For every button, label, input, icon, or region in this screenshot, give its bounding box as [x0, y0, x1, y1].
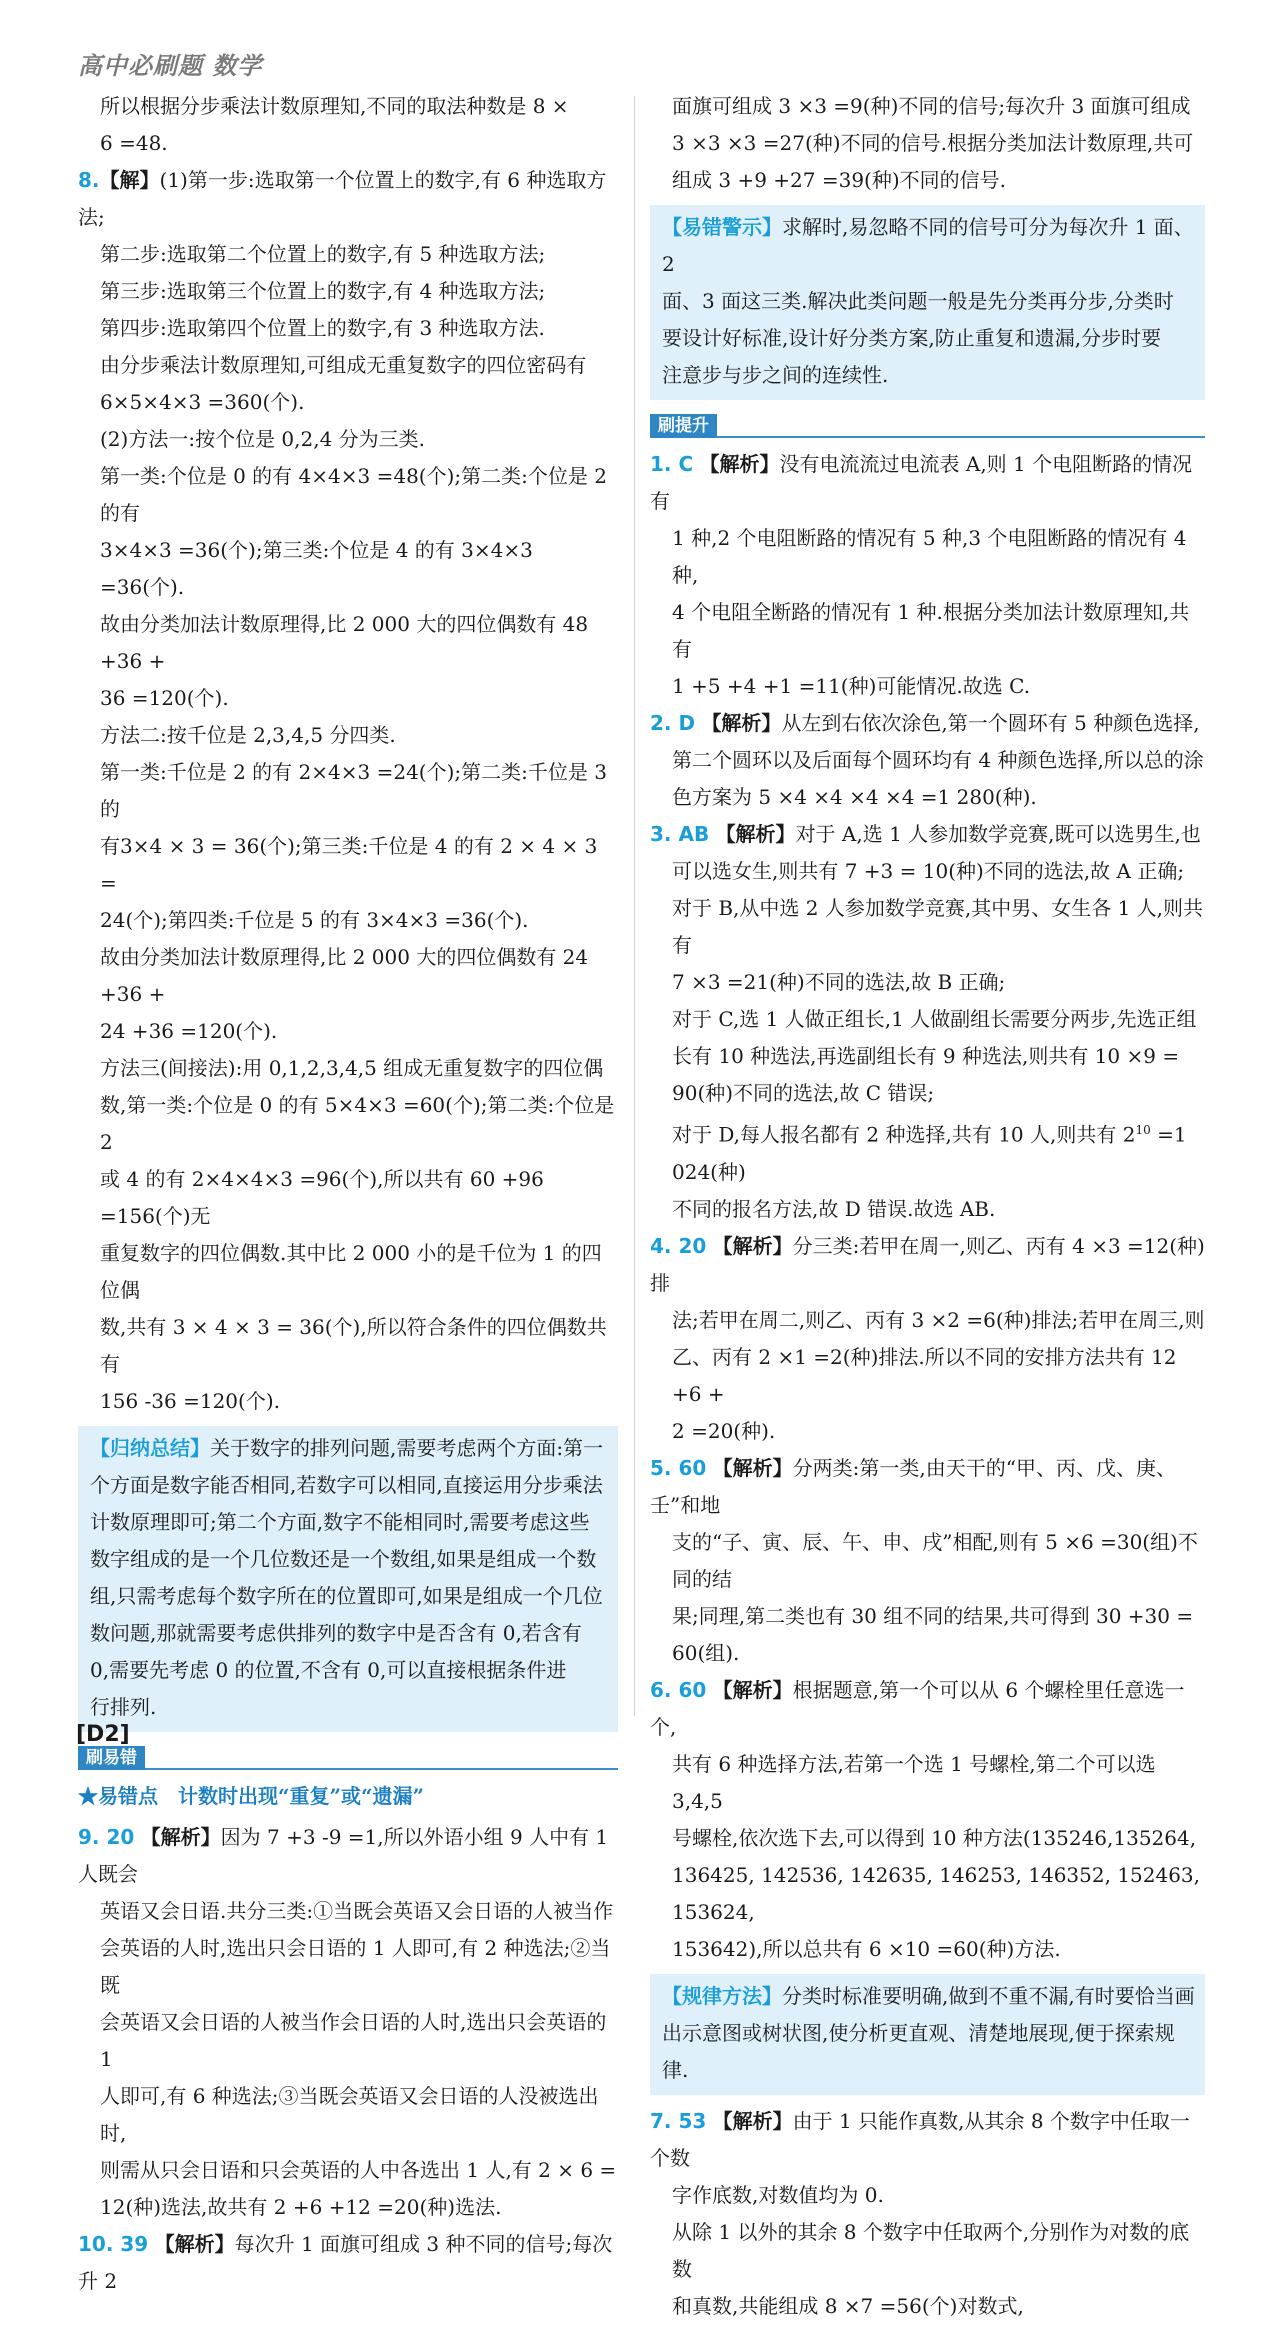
text-line — [90, 1430, 608, 1467]
q4-tag: 【解析】 — [712, 1233, 793, 1258]
text-line — [650, 1112, 1205, 1191]
text-line: (1)第一步:选取第一个位置上的数字,有 6 种选取方法; — [78, 168, 607, 229]
text-line: 6 =48. — [100, 131, 168, 155]
text-line: 和真数,共能组成 8 ×7 =56(个)对数式, — [672, 2293, 1024, 2318]
text-line: 所以根据分步乘法计数原理知,不同的取法种数是 8 × — [100, 94, 569, 118]
q3-number: 3. AB — [650, 822, 710, 846]
text-span: 没有电流流过电流表 A,则 1 个电阻断路的情况有 — [650, 452, 1193, 513]
q1-tag: 【解析】 — [699, 452, 780, 476]
text-line: 长有 10 种选法,再选副组长有 9 种选法,则共有 10 ×9 = — [672, 1044, 1180, 1068]
text-line: 面旗可组成 3 ×3 =9(种)不同的信号;每次升 3 面旗可组成 — [672, 94, 1191, 118]
q7-tag: 【解析】 — [712, 2108, 793, 2133]
text-line: 则需从只会日语和只会英语的人中各选出 1 人,有 2 × 6 = — [100, 2158, 617, 2182]
summary-tag: 【归纳总结】 — [90, 1436, 210, 1460]
text-line: 要设计好标准,设计好分类方案,防止重复和遗漏,分步时要 — [662, 326, 1162, 350]
q2-first-line — [650, 705, 1205, 742]
text-line: 有3×4 × 3 = 36(个);第三类:千位是 4 的有 2 × 4 × 3 = — [100, 834, 598, 895]
q1-first-line — [650, 446, 1205, 520]
section-title: 刷提升 — [650, 414, 717, 438]
error-point-heading: ★易错点 计数时出现“重复”或“遗漏” — [78, 1784, 425, 1808]
text-line: 计数原理即可;第二个方面,数字不能相同时,需要考虑这些 — [90, 1510, 590, 1534]
q1-number: 1. C — [650, 452, 694, 476]
text-line: 色方案为 5 ×4 ×4 ×4 ×4 =1 280(种). — [672, 785, 1037, 809]
law-method-box — [650, 1974, 1205, 2095]
q9-first-line — [78, 1819, 618, 1893]
summary-box — [78, 1426, 618, 1732]
q4-number: 4. 20 — [650, 1233, 707, 1258]
text-span: 对于 D,每人报名都有 2 种选择,共有 10 人,则共有 2 — [672, 1122, 1136, 1147]
text-line: 方法二:按千位是 2,3,4,5 分四类. — [100, 723, 396, 747]
q3-tag: 【解析】 — [715, 822, 796, 846]
exponent: 10 — [1135, 1123, 1151, 1137]
text-line: 支的“子、寅、辰、午、申、戌”相配,则有 5 ×6 =30(组)不同的结 — [672, 1529, 1198, 1591]
text-line: 12(种)选法,故共有 2 +6 +12 =20(种)选法. — [100, 2195, 502, 2219]
text-line: 会英语又会日语的人被当作会日语的人时,选出只会英语的 1 — [100, 2010, 607, 2071]
text-line: 人即可,有 6 种选法;③当既会英语又会日语的人没被选出时, — [100, 2084, 599, 2145]
text-line: 数,第一类:个位是 0 的有 5×4×3 =60(个);第二类:个位是 2 — [100, 1093, 615, 1154]
text-line: 英语又会日语.共分三类:①当既会英语又会日语的人被当作 — [100, 1899, 614, 1923]
text-line: 60(组). — [672, 1640, 740, 1665]
q8-first-line — [78, 162, 618, 236]
text-span: =1 024(种) — [672, 1122, 1187, 1184]
text-line: 果;同理,第二类也有 30 组不同的结果,共可得到 30 +30 = — [672, 1603, 1194, 1628]
text-line: 共有 6 种选择方法,若第一个选 1 号螺栓,第二个可以选 3,4,5 — [672, 1751, 1156, 1813]
text-line: 数,共有 3 × 4 × 3 = 36(个),所以符合条件的四位偶数共有 — [100, 1315, 607, 1376]
text-span: 从左到右依次涂色,第一个圆环有 5 种颜色选择, — [781, 711, 1200, 735]
text-line: 第二个圆环以及后面每个圆环均有 4 种颜色选择,所以总的涂 — [672, 748, 1204, 772]
q10-number: 10. 39 — [78, 2232, 149, 2256]
text-line: 重复数字的四位偶数.其中比 2 000 小的是千位为 1 的四位偶 — [100, 1241, 602, 1302]
text-line: 个方面是数字能否相同,若数字可以相同,直接运用分步乘法 — [90, 1473, 603, 1497]
text-line: 24 +36 =120(个). — [100, 1019, 278, 1043]
text-line: 156 -36 =120(个). — [100, 1389, 280, 1413]
text-span: 对于 A,选 1 人参加数学竞赛,既可以选男生,也 — [795, 822, 1201, 846]
text-line: 1 +5 +4 +1 =11(种)可能情况.故选 C. — [672, 674, 1031, 698]
q7-number: 7. 53 — [650, 2108, 707, 2133]
text-line: 可以选女生,则共有 7 +3 = 10(种)不同的选法,故 A 正确; — [672, 859, 1185, 883]
text-line: 第一类:个位是 0 的有 4×4×3 =48(个);第二类:个位是 2 的有 — [100, 464, 607, 525]
text-line: 36 =120(个). — [100, 686, 229, 710]
q9-tag: 【解析】 — [140, 1825, 221, 1849]
text-line — [662, 209, 1195, 283]
book-title: 高中必刷题 数学 — [78, 51, 263, 80]
text-line: 4 个电阻全断路的情况有 1 种.根据分类加法计数原理知,共有 — [672, 600, 1190, 661]
text-line: 153642),所以总共有 6 ×10 =60(种)方法. — [672, 1936, 1061, 1961]
text-line: 乙、丙有 2 ×1 =2(种)排法.所以不同的安排方法共有 12 +6 + — [672, 1344, 1177, 1406]
text-span: 求解时,易忽略不同的信号可分为每次升 1 面、2 — [662, 215, 1194, 276]
law-tag: 【规律方法】 — [662, 1983, 782, 2008]
section-title: 刷易错 — [78, 1746, 145, 1770]
text-line: 第三步:选取第三个位置上的数字,有 4 种选取方法; — [100, 279, 546, 303]
text-line: 1 种,2 个电阻断路的情况有 5 种,3 个电阻断路的情况有 4 种, — [672, 526, 1187, 587]
q9-number: 9. 20 — [78, 1825, 135, 1849]
warning-box — [650, 205, 1205, 400]
text-line: 90(种)不同的选法,故 C 错误; — [672, 1081, 935, 1105]
q8-tag: 【解】 — [99, 168, 160, 192]
q7-first-line — [650, 2103, 1205, 2177]
text-line: 组,只需考虑每个数字所在的位置即可,如果是组成一个几位 — [90, 1584, 603, 1608]
q3-first-line — [650, 816, 1205, 853]
text-line: 136425, 142536, 142635, 146253, 146352, 152463, 153624, — [672, 1862, 1201, 1924]
text-span: 由于 1 只能作真数,从其余 8 个数字中任取一个数 — [650, 2108, 1190, 2170]
text-span: 分类时标准要明确,做到不重不漏,有时要恰当画 — [782, 1983, 1195, 2008]
text-line: 数问题,那就需要考虑供排列的数字中是否含有 0,若含有 — [90, 1621, 582, 1645]
text-line: 数字组成的是一个几位数还是一个数组,如果是组成一个数 — [90, 1547, 597, 1571]
text-line: 6×5×4×3 =360(个). — [100, 390, 305, 414]
q5-first-line — [650, 1450, 1205, 1524]
q2-tag: 【解析】 — [701, 711, 782, 735]
q10-first-line — [78, 2226, 618, 2300]
q6-number: 6. 60 — [650, 1677, 707, 1702]
q8-number: 8. — [78, 168, 100, 192]
section-bar-improve — [650, 412, 1205, 438]
text-line: 故由分类加法计数原理得,比 2 000 大的四位偶数有 24 +36 + — [100, 945, 589, 1006]
column-divider — [634, 96, 635, 1716]
text-line: 7 ×3 =21(种)不同的选法,故 B 正确; — [672, 970, 1006, 994]
text-span: 每次升 1 面旗可组成 3 种不同的信号;每次升 2 — [78, 2232, 613, 2293]
text-line: 第四步:选取第四个位置上的数字,有 3 种选取方法. — [100, 316, 545, 340]
text-line: 注意步与步之间的连续性. — [662, 363, 889, 387]
text-line: 0,需要先考虑 0 的位置,不含有 0,可以直接根据条件进 — [90, 1658, 567, 1682]
text-line: (2)方法一:按个位是 0,2,4 分为三类. — [100, 427, 426, 451]
text-span: 关于数字的排列问题,需要考虑两个方面:第一 — [210, 1436, 604, 1460]
text-line: 从除 1 以外的其余 8 个数字中任取两个,分别作为对数的底数 — [672, 2219, 1190, 2281]
text-line: 2 =20(种). — [672, 1418, 776, 1443]
q6-tag: 【解析】 — [712, 1677, 793, 1702]
text-line: 不同的报名方法,故 D 错误.故选 AB. — [672, 1196, 996, 1221]
text-line: 号螺栓,依次选下去,可以得到 10 种方法(135246,135264, — [672, 1825, 1197, 1850]
text-span: 分三类:若甲在周一,则乙、丙有 4 ×3 =12(种)排 — [650, 1233, 1205, 1295]
text-span: 根据题意,第一个可以从 6 个螺栓里任意选一个, — [650, 1677, 1185, 1739]
text-line: 3×4×3 =36(个);第三类:个位是 4 的有 3×4×3 =36(个). — [100, 538, 533, 599]
q6-first-line — [650, 1672, 1205, 1746]
text-line: 故由分类加法计数原理得,比 2 000 大的四位偶数有 48 +36 + — [100, 612, 589, 673]
q5-tag: 【解析】 — [712, 1455, 793, 1480]
q2-number: 2. D — [650, 711, 696, 735]
text-line: 24(个);第四类:千位是 5 的有 3×4×3 =36(个). — [100, 908, 529, 932]
text-line: 对于 B,从中选 2 人参加数学竞赛,其中男、女生各 1 人,则共有 — [672, 896, 1204, 957]
text-line: 行排列. — [90, 1695, 157, 1719]
q5-number: 5. 60 — [650, 1455, 707, 1480]
text-line: 面、3 面这三类.解决此类问题一般是先分类再分步,分类时 — [662, 289, 1174, 313]
text-line: 法;若甲在周二,则乙、丙有 3 ×2 =6(种)排法;若甲在周三,则 — [672, 1307, 1205, 1332]
text-line — [662, 1978, 1195, 2015]
right-column — [650, 88, 1205, 2325]
q10-tag: 【解析】 — [154, 2232, 235, 2256]
left-column — [78, 88, 618, 2300]
text-line: 第一类:千位是 2 的有 2×4×3 =24(个);第二类:千位是 3 的 — [100, 760, 607, 821]
text-line: 方法三(间接法):用 0,1,2,3,4,5 组成无重复数字的四位偶 — [100, 1056, 604, 1080]
q4-first-line — [650, 1228, 1205, 1302]
text-line: 第二步:选取第二个位置上的数字,有 5 种选取方法; — [100, 242, 546, 266]
text-line: 或 4 的有 2×4×4×3 =96(个),所以共有 60 +96 =156(个)无 — [100, 1167, 544, 1228]
section-bar-errors — [78, 1744, 618, 1770]
page-number: [D2] — [76, 1722, 130, 1747]
text-line: 出示意图或树状图,使分析更直观、清楚地展现,便于探索规律. — [662, 2020, 1175, 2082]
text-line: 组成 3 +9 +27 =39(种)不同的信号. — [672, 168, 1007, 192]
text-span: 分两类:第一类,由天干的“甲、丙、戊、庚、壬”和地 — [650, 1455, 1176, 1517]
text-line: 3 ×3 ×3 =27(种)不同的信号.根据分类加法计数原理,共可 — [672, 131, 1194, 155]
text-line: 字作底数,对数值均为 0. — [672, 2182, 884, 2207]
text-line: 由分步乘法计数原理知,可组成无重复数字的四位密码有 — [100, 353, 587, 377]
text-line: 对于 C,选 1 人做正组长,1 人做副组长需要分两步,先选正组 — [672, 1007, 1197, 1031]
text-line: 会英语的人时,选出只会日语的 1 人即可,有 2 种选法;②当既 — [100, 1936, 611, 1997]
warning-tag: 【易错警示】 — [662, 215, 782, 239]
text-span: 因为 7 +3 -9 =1,所以外语小组 9 人中有 1 人既会 — [78, 1825, 609, 1886]
